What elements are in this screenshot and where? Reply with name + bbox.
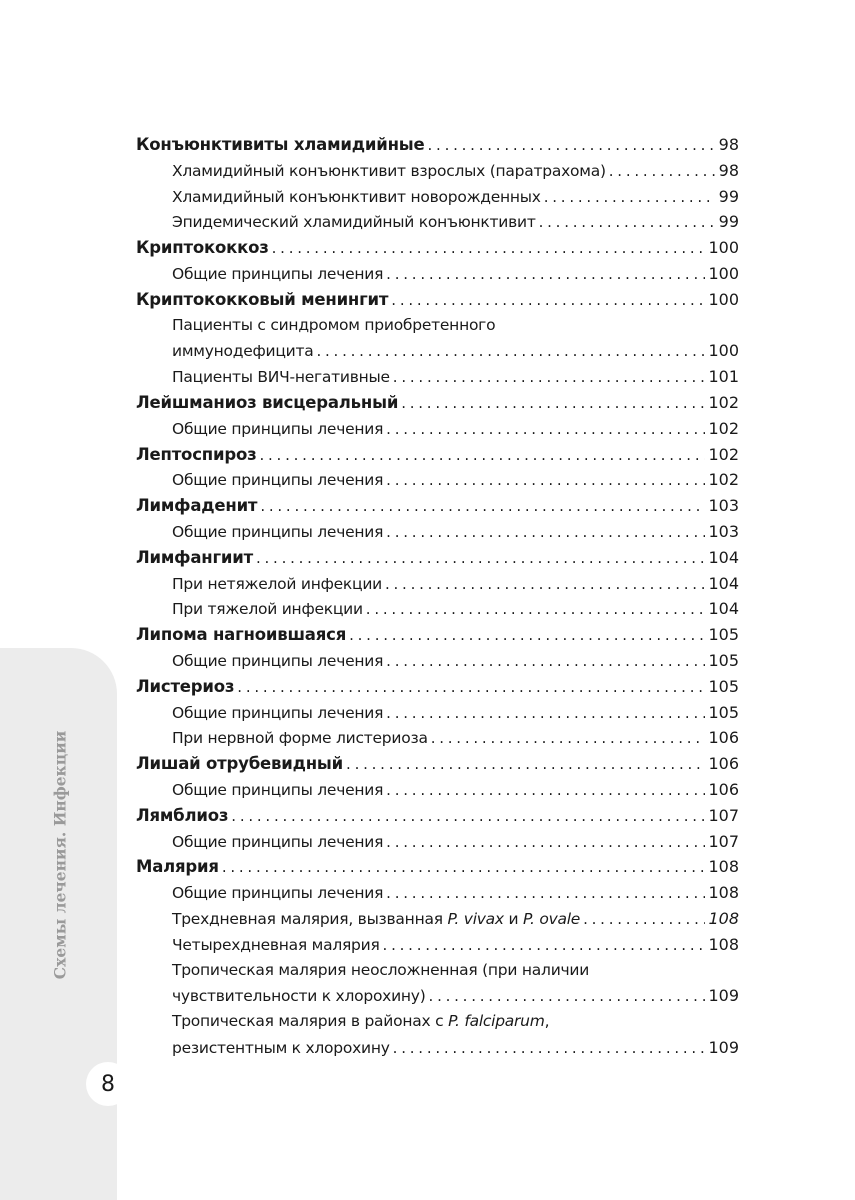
toc-entry-title: Общие принципы лечения: [172, 780, 384, 799]
toc-page-number: 109: [708, 986, 739, 1006]
dot-leader: [386, 701, 705, 727]
toc-subentry[interactable]: [136, 1009, 739, 1035]
toc-entry-title: Общие принципы лечения: [172, 703, 384, 722]
toc-page-number: 109: [708, 1037, 739, 1057]
toc-entry-title: Лептоспироз: [136, 444, 257, 464]
page-number: 8: [86, 1062, 130, 1106]
toc-entry-title: Малярия: [136, 857, 219, 877]
toc-subentry[interactable]: [136, 158, 739, 184]
toc-subentry[interactable]: [136, 829, 739, 855]
toc-entry[interactable]: [136, 493, 739, 519]
dot-leader: [259, 442, 705, 469]
toc-page-number: 98: [718, 135, 739, 154]
dot-leader: [272, 235, 706, 262]
dot-leader: [391, 287, 705, 314]
section-label: Схемы лечения. Инфекции: [50, 730, 70, 980]
toc-subentry[interactable]: [136, 700, 739, 726]
toc-entry-title: Лимфангиит: [136, 547, 253, 567]
toc-page-number: 104: [708, 547, 739, 567]
toc-entry-title: Хламидийный конъюнктивит взрослых (паратрахома): [172, 161, 606, 180]
dot-leader: [386, 468, 705, 494]
toc-page-number: 102: [708, 444, 739, 464]
toc-page-number: 101: [708, 367, 739, 387]
dot-leader: [383, 933, 706, 959]
toc-page-number: 108: [708, 934, 739, 954]
dot-leader: [256, 545, 705, 572]
toc-subentry[interactable]: [136, 725, 739, 751]
table-of-contents: [136, 132, 739, 1061]
toc-entry-title: Трехдневная малярия, вызванная P. vivax и P. ovale: [172, 909, 581, 928]
toc-page-number: 106: [708, 728, 739, 748]
toc-page-number: 102: [708, 470, 739, 490]
toc-entry-title: Пациенты ВИЧ-негативные: [172, 368, 390, 387]
toc-entry[interactable]: [136, 674, 739, 700]
toc-entry-title: Лейшманиоз висцеральный: [136, 392, 399, 412]
toc-subentry[interactable]: [136, 416, 739, 442]
dot-leader: [393, 365, 706, 391]
toc-entry-title-continuation: чувствительности к хлорохину): [172, 987, 426, 1006]
toc-entry-title: При тяжелой инфекции: [172, 600, 363, 619]
toc-entry[interactable]: [136, 751, 739, 777]
toc-page-number: 100: [708, 289, 739, 309]
dot-leader: [429, 984, 706, 1010]
toc-entry-title: Криптококкоз: [136, 238, 269, 258]
toc-entry-title: При нервной форме листериоза: [172, 729, 428, 748]
toc-page-number: 107: [708, 831, 739, 851]
dot-leader: [260, 493, 705, 520]
toc-entry-title: Липома нагноившаяся: [136, 625, 347, 645]
toc-subentry[interactable]: [136, 313, 739, 339]
toc-page-number: 108: [708, 883, 739, 903]
toc-page-number: 103: [708, 521, 739, 541]
toc-page-number: 106: [708, 779, 739, 799]
toc-subentry[interactable]: [136, 777, 739, 803]
toc-page-number: 108: [708, 908, 739, 928]
toc-subentry[interactable]: [136, 184, 739, 210]
toc-subentry[interactable]: [136, 596, 739, 622]
toc-entry-title-continuation: иммунодефицита: [172, 342, 314, 361]
toc-entry-title: Лямблиоз: [136, 805, 229, 825]
toc-subentry[interactable]: [136, 209, 739, 235]
dot-leader: [386, 417, 705, 443]
dot-leader: [316, 339, 705, 365]
dot-leader: [428, 132, 716, 159]
toc-subentry[interactable]: [136, 261, 739, 287]
toc-page-number: 106: [708, 754, 739, 774]
toc-subentry[interactable]: [136, 958, 739, 984]
dot-leader: [386, 262, 705, 288]
toc-entry-title: Хламидийный конъюнктивит новорожденных: [172, 187, 541, 206]
toc-entry-title: Общие принципы лечения: [172, 832, 384, 851]
toc-entry[interactable]: [136, 803, 739, 829]
toc-subentry-continuation[interactable]: [136, 1035, 739, 1061]
toc-entry-title: Листериоз: [136, 676, 235, 696]
toc-subentry[interactable]: [136, 932, 739, 958]
toc-page-number: 99: [718, 212, 739, 232]
toc-page-number: 103: [708, 496, 739, 516]
toc-subentry[interactable]: [136, 467, 739, 493]
dot-leader: [539, 210, 716, 236]
toc-page-number: 105: [708, 650, 739, 670]
dot-leader: [222, 854, 706, 881]
toc-entry-title: Криптококковый менингит: [136, 289, 389, 309]
toc-page-number: 100: [708, 341, 739, 361]
toc-entry[interactable]: [136, 390, 739, 416]
toc-subentry-continuation[interactable]: [136, 338, 739, 364]
dot-leader: [401, 390, 705, 417]
dot-leader: [386, 778, 705, 804]
toc-subentry[interactable]: [136, 571, 739, 597]
toc-entry-title-continuation: резистентным к хлорохину: [172, 1038, 390, 1057]
toc-entry[interactable]: [136, 442, 739, 468]
toc-entry-title: Общие принципы лечения: [172, 884, 384, 903]
toc-entry[interactable]: [136, 545, 739, 571]
toc-entry-title: Четырехдневная малярия: [172, 935, 380, 954]
dot-leader: [231, 803, 705, 830]
dot-leader: [349, 622, 705, 649]
toc-page-number: 105: [708, 676, 739, 696]
dot-leader: [386, 881, 705, 907]
toc-entry[interactable]: [136, 287, 739, 313]
toc-page-number: 102: [708, 418, 739, 438]
toc-subentry[interactable]: [136, 880, 739, 906]
toc-entry-title: При нетяжелой инфекции: [172, 574, 382, 593]
toc-page-number: 99: [718, 186, 739, 206]
dot-leader: [609, 159, 716, 185]
dot-leader: [386, 520, 705, 546]
toc-entry[interactable]: [136, 622, 739, 648]
toc-entry-title: Общие принципы лечения: [172, 471, 384, 490]
dot-leader: [346, 751, 705, 778]
toc-page-number: 107: [708, 805, 739, 825]
toc-subentry[interactable]: [136, 519, 739, 545]
dot-leader: [544, 185, 716, 211]
toc-page-number: 98: [718, 160, 739, 180]
toc-entry-title: Общие принципы лечения: [172, 419, 384, 438]
toc-subentry[interactable]: [136, 364, 739, 390]
toc-entry-title: Тропическая малярия неосложненная (при наличии: [172, 960, 590, 979]
dot-leader: [385, 572, 705, 598]
toc-entry[interactable]: [136, 854, 739, 880]
toc-entry-title: Тропическая малярия в районах с P. falciparum,: [172, 1012, 550, 1031]
toc-entry-title: Общие принципы лечения: [172, 651, 384, 670]
toc-entry-title: Общие принципы лечения: [172, 522, 384, 541]
toc-entry-title: Конъюнктивиты хламидийные: [136, 135, 425, 154]
toc-entry[interactable]: [136, 235, 739, 261]
toc-page-number: 102: [708, 392, 739, 412]
toc-page-number: 100: [708, 238, 739, 258]
toc-entry-title: Общие принципы лечения: [172, 264, 384, 283]
dot-leader: [386, 649, 705, 675]
toc-subentry[interactable]: [136, 648, 739, 674]
toc-page-number: 104: [708, 573, 739, 593]
toc-subentry-continuation[interactable]: [136, 983, 739, 1009]
toc-entry-title: Эпидемический хламидийный конъюнктивит: [172, 213, 536, 232]
toc-subentry[interactable]: [136, 906, 739, 932]
dot-leader: [366, 597, 706, 623]
toc-page-number: 105: [708, 702, 739, 722]
toc-entry-title: Пациенты с синдромом приобретенного: [172, 315, 496, 334]
toc-entry-title: Лишай отрубевидный: [136, 754, 344, 774]
dot-leader: [393, 1036, 706, 1062]
dot-leader: [583, 907, 705, 933]
toc-page-number: 105: [708, 625, 739, 645]
toc-entry[interactable]: [136, 132, 739, 158]
toc-entry-title: Лимфаденит: [136, 496, 258, 516]
dot-leader: [237, 674, 705, 701]
dot-leader: [386, 830, 705, 856]
toc-page-number: 108: [708, 857, 739, 877]
toc-page-number: 104: [708, 599, 739, 619]
toc-page-number: 100: [708, 263, 739, 283]
dot-leader: [431, 726, 706, 752]
